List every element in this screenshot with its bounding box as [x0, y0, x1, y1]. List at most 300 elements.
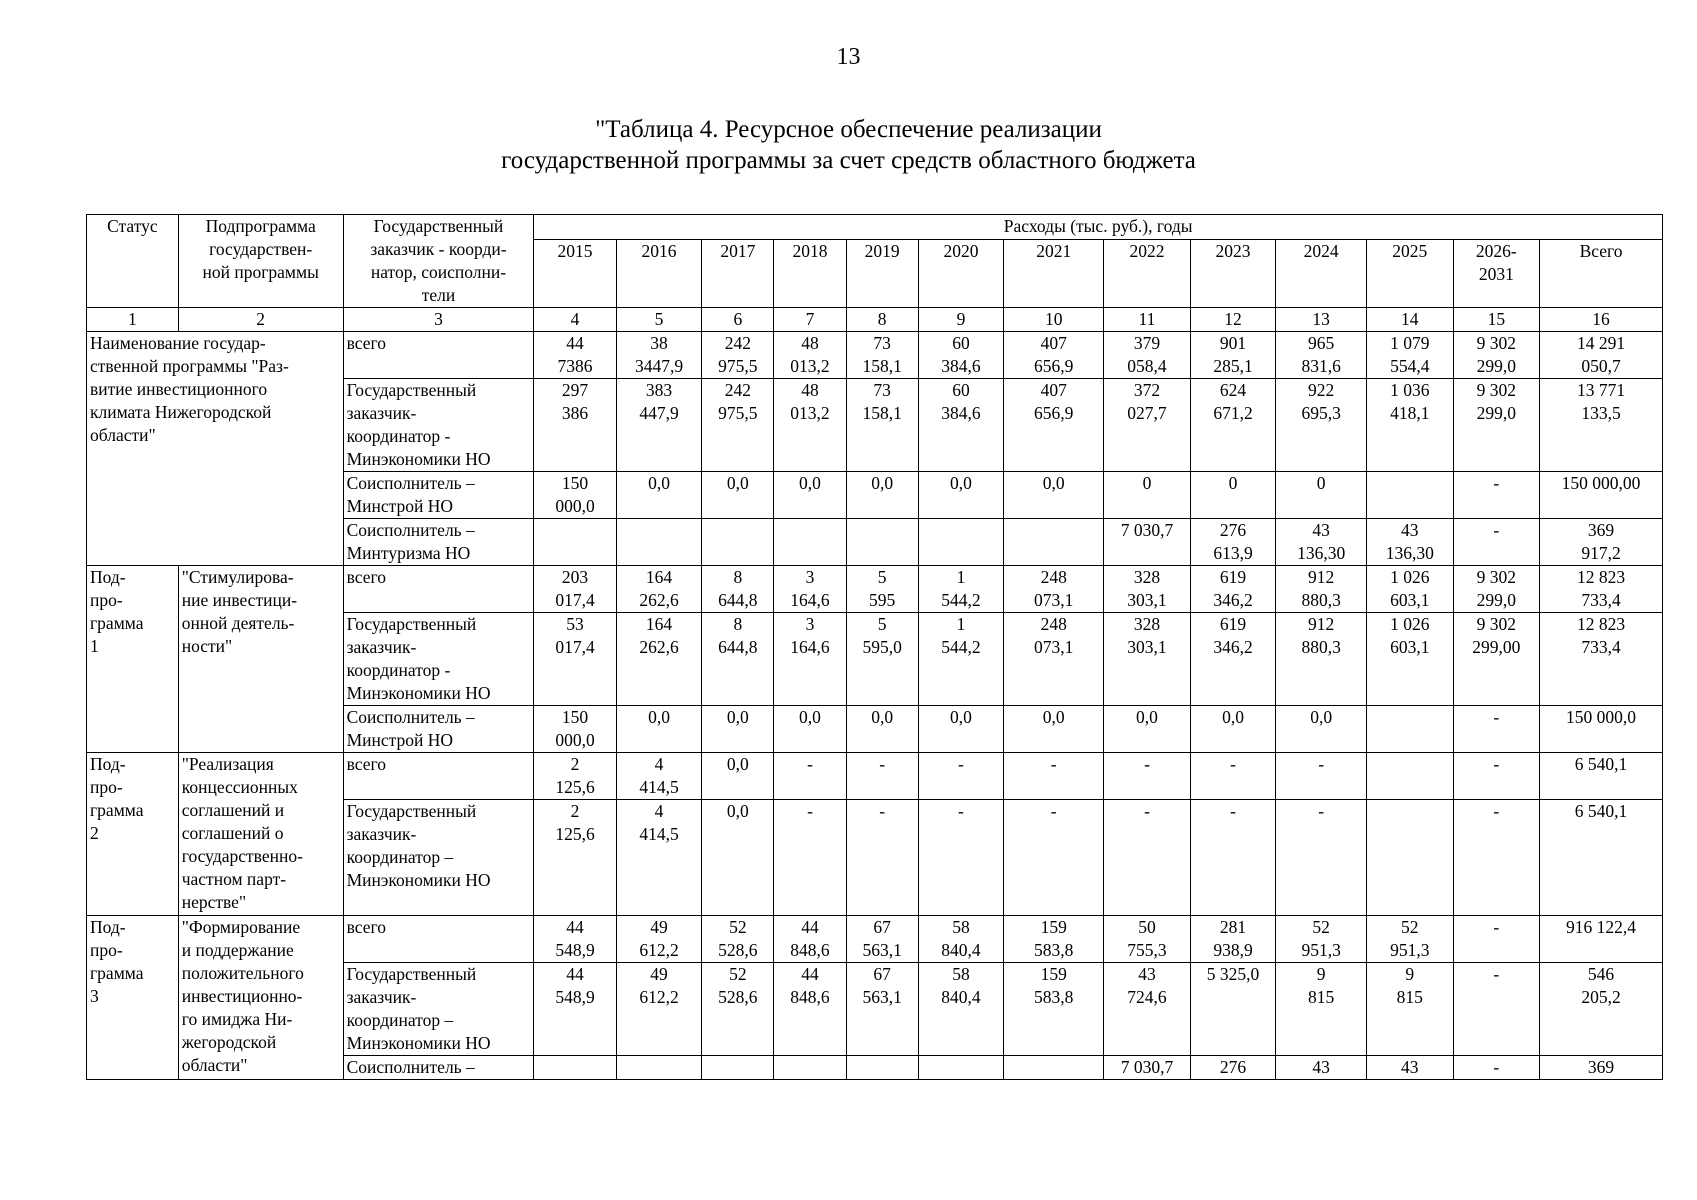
program-name — [87, 332, 344, 566]
subprograms.1.status_lines-line: грамма — [90, 800, 144, 820]
value-line: 125,6 — [555, 777, 595, 797]
value-line: 050,7 — [1581, 356, 1621, 376]
value-line: 724,6 — [1127, 987, 1167, 1007]
subprograms.0.name_lines-line: "Стимулирова- — [181, 567, 294, 587]
value-line: 544,2 — [941, 590, 981, 610]
value-cell — [534, 519, 616, 566]
value-line: 058,4 — [1127, 356, 1167, 376]
table-body — [87, 215, 1663, 1080]
value-cell — [774, 1056, 846, 1080]
value-line: 0 — [1228, 473, 1238, 493]
subprograms.2.name_lines-line: инвестиционно- — [181, 986, 303, 1006]
header-year — [1004, 239, 1104, 307]
value-cell — [1190, 800, 1276, 916]
subprograms.2.status_lines-line: Под- — [90, 917, 126, 937]
value-line: 5 — [877, 614, 887, 634]
program-row — [87, 332, 1663, 379]
value-cell — [918, 472, 1004, 519]
value-line: 656,9 — [1034, 356, 1074, 376]
executor-cell — [343, 379, 534, 472]
value-line: 9 302 — [1476, 567, 1517, 587]
header-status: Статус — [87, 215, 179, 308]
value-line: 000,0 — [555, 496, 595, 516]
value-line: Всего — [1579, 240, 1623, 261]
subprograms.1.name_lines-line: концессионных — [181, 777, 298, 797]
value-line: 975,5 — [718, 356, 758, 376]
value-cell — [1004, 519, 1104, 566]
column-number: 3 — [343, 308, 534, 332]
value-cell — [1004, 613, 1104, 706]
value-cell — [1453, 916, 1540, 963]
value-line: 9 — [1405, 964, 1415, 984]
value-line: 612,2 — [639, 987, 679, 1007]
value-line: 52 — [1312, 917, 1330, 937]
value-line: 303,1 — [1127, 590, 1167, 610]
value-cell — [774, 963, 846, 1056]
value-line: 328 — [1133, 567, 1161, 587]
value-line: 528,6 — [718, 940, 758, 960]
value-line: 136,30 — [1297, 543, 1346, 563]
value-cell — [1104, 753, 1191, 800]
value-cell — [1104, 800, 1191, 916]
program.name_lines-line: климата Нижегородской — [90, 402, 272, 422]
value-cell — [616, 613, 702, 706]
program.rows.1.executor_lines-line: Минэкономики НО — [346, 449, 491, 469]
value-line: 248 — [1040, 567, 1067, 587]
value-line: 48 — [801, 333, 819, 353]
value-cell — [1276, 963, 1367, 1056]
value-cell — [1190, 519, 1276, 566]
value-cell — [702, 963, 774, 1056]
value-line: 1 026 — [1390, 614, 1430, 634]
value-line: - — [879, 754, 886, 774]
column-number: 8 — [846, 308, 918, 332]
value-line: 548,9 — [555, 987, 595, 1007]
subprograms.0.rows.1.executor_lines-line: координатор - — [346, 660, 451, 680]
value-cell — [616, 566, 702, 613]
value-line: - — [807, 801, 813, 821]
value-line: 0,0 — [950, 707, 972, 727]
value-cell — [616, 800, 702, 916]
value-cell — [702, 613, 774, 706]
value-line: 951,3 — [1301, 940, 1341, 960]
value-line: 1 079 — [1390, 333, 1430, 353]
value-line: 9 302 — [1476, 380, 1517, 400]
value-line: 073,1 — [1034, 637, 1074, 657]
value-line: 1 036 — [1390, 380, 1430, 400]
value-line: 0,0 — [1310, 707, 1333, 727]
value-line: 150 — [561, 473, 589, 493]
value-cell — [1453, 332, 1540, 379]
value-line: 2031 — [1478, 263, 1514, 284]
value-cell — [1453, 963, 1540, 1056]
value-cell — [774, 566, 846, 613]
value-cell — [702, 519, 774, 566]
value-cell — [1190, 753, 1276, 800]
value-line: 53 — [566, 614, 584, 634]
resource-table — [86, 214, 1663, 1080]
value-cell — [1540, 916, 1663, 963]
subprograms.1.status_lines-line: 2 — [90, 823, 99, 843]
value-line: 9 — [1316, 964, 1326, 984]
value-cell — [774, 519, 846, 566]
table-title — [0, 114, 1697, 176]
subprogram-status — [87, 566, 179, 753]
value-cell — [846, 916, 918, 963]
value-line: 50 — [1138, 917, 1156, 937]
value-line: 880,3 — [1301, 590, 1341, 610]
subprogram-row — [87, 916, 1663, 963]
value-cell — [1540, 1056, 1663, 1080]
value-line: 133,5 — [1581, 403, 1621, 423]
value-cell — [1004, 379, 1104, 472]
value-cell — [846, 332, 918, 379]
value-line: 38 — [650, 333, 668, 353]
value-line: 2016 — [641, 240, 677, 261]
value-cell — [1276, 379, 1367, 472]
program.rows.2.executor_lines-line: Минстрой НО — [346, 496, 454, 516]
value-line: 43 — [1312, 520, 1330, 540]
value-line: 815 — [1396, 987, 1423, 1007]
value-cell — [1104, 916, 1191, 963]
value-line: 285,1 — [1213, 356, 1253, 376]
executor-cell — [343, 1056, 534, 1080]
value-line: 7 030,7 — [1120, 520, 1174, 540]
subprogram-status — [87, 916, 179, 1080]
value-line: 384,6 — [941, 403, 981, 423]
value-cell — [1453, 800, 1540, 916]
value-line: 346,2 — [1213, 590, 1253, 610]
header-year — [918, 239, 1004, 307]
value-cell — [1366, 519, 1453, 566]
subprograms.2.name_lines-line: жегородской — [181, 1032, 277, 1052]
value-line: 583,8 — [1034, 940, 1074, 960]
value-cell — [1453, 1056, 1540, 1080]
value-line: 0 — [1142, 473, 1152, 493]
header-year — [1190, 239, 1276, 307]
value-line: 49 — [650, 964, 668, 984]
executor-cell — [343, 916, 534, 963]
value-cell — [774, 753, 846, 800]
program.rows.2.executor_lines-line: Соисполнитель – — [346, 473, 475, 493]
header-customer — [343, 215, 534, 308]
value-line: 917,2 — [1581, 543, 1621, 563]
value-cell — [1366, 332, 1453, 379]
header-year — [774, 239, 846, 307]
value-cell — [1004, 1056, 1104, 1080]
value-line: 3447,9 — [634, 356, 684, 376]
value-cell — [534, 753, 616, 800]
value-cell — [616, 706, 702, 753]
subprograms.1.name_lines-line: соглашений и — [181, 800, 285, 820]
value-cell — [1104, 519, 1191, 566]
value-cell — [702, 566, 774, 613]
subprograms.1.name_lines-line: "Реализация — [181, 754, 274, 774]
subprograms.1.rows.1.executor_lines-line: Минэкономики НО — [346, 870, 491, 890]
value-cell — [1104, 1056, 1191, 1080]
value-line: 125,6 — [555, 824, 595, 844]
header-year — [534, 239, 616, 307]
subprogram-row — [87, 566, 1663, 613]
value-cell — [1540, 519, 1663, 566]
subprograms.1.name_lines-line: частном парт- — [181, 869, 287, 889]
value-cell — [774, 706, 846, 753]
value-line: 369 — [1587, 520, 1615, 540]
value-line: 027,7 — [1127, 403, 1167, 423]
subprograms.1.name_lines-line: нерстве" — [181, 892, 247, 912]
value-cell — [534, 332, 616, 379]
executor-cell — [343, 519, 534, 566]
value-line: 644,8 — [718, 637, 758, 657]
value-line: 2021 — [1036, 240, 1072, 261]
value-line: 379 — [1133, 333, 1161, 353]
value-cell — [1276, 519, 1367, 566]
subprograms.2.name_lines-line: и поддержание — [181, 940, 294, 960]
subprograms.2.name_lines-line: го имиджа Ни- — [181, 1009, 293, 1029]
value-line: 299,0 — [1476, 590, 1517, 610]
subprograms.1.rows.1.executor_lines-line: координатор – — [346, 847, 454, 867]
value-line: 563,1 — [862, 940, 902, 960]
value-cell — [1104, 613, 1191, 706]
value-cell — [1453, 379, 1540, 472]
subprograms.0.status_lines-line: про- — [90, 590, 123, 610]
value-line: 9 302 — [1476, 614, 1517, 634]
value-line: 12 823 — [1576, 567, 1626, 587]
value-line: - — [1318, 801, 1325, 821]
value-line: 603,1 — [1390, 590, 1430, 610]
value-line: 384,6 — [941, 356, 981, 376]
value-line: 544,2 — [941, 637, 981, 657]
value-line: 755,3 — [1127, 940, 1167, 960]
header-expenses: Расходы (тыс. руб.), годы — [534, 215, 1663, 240]
program.rows.1.executor_lines-line: Государственный — [346, 380, 477, 400]
value-line: 73 — [873, 380, 891, 400]
value-line: 60 — [952, 333, 970, 353]
header-subprogram-line: государствен- — [209, 239, 313, 259]
value-cell — [1366, 706, 1453, 753]
value-line: 595,0 — [862, 637, 902, 657]
value-line: 276 — [1219, 1057, 1247, 1077]
value-line: 414,5 — [639, 824, 679, 844]
subprograms.0.status_lines-line: 1 — [90, 636, 99, 656]
value-cell — [774, 332, 846, 379]
value-line: 965 — [1308, 333, 1335, 353]
value-line: 0,0 — [726, 801, 749, 821]
value-cell — [534, 566, 616, 613]
header-year — [1540, 239, 1663, 307]
value-line: 164,6 — [790, 590, 830, 610]
value-line: 2026- — [1475, 240, 1517, 261]
value-line: 073,1 — [1034, 590, 1074, 610]
value-cell — [918, 753, 1004, 800]
value-line: 4 — [654, 801, 664, 821]
value-line: 0,0 — [799, 707, 821, 727]
value-line: 3 — [805, 567, 815, 587]
value-line: 6 540,1 — [1574, 754, 1628, 774]
header-year — [1453, 239, 1540, 307]
value-line: 1 — [956, 567, 966, 587]
program.name_lines-line: ственной программы "Раз- — [90, 356, 289, 376]
value-line: 7 030,7 — [1120, 1057, 1174, 1077]
value-line: 67 — [873, 964, 891, 984]
value-line: 136,30 — [1385, 543, 1434, 563]
value-line: 671,2 — [1213, 403, 1253, 423]
value-line: 2019 — [864, 240, 900, 261]
executor-cell — [343, 566, 534, 613]
value-cell — [1540, 800, 1663, 916]
value-line: 733,4 — [1581, 590, 1621, 610]
executor-cell — [343, 753, 534, 800]
value-line: 0,0 — [799, 473, 821, 493]
subprograms.2.rows.1.executor_lines-line: Минэкономики НО — [346, 1033, 491, 1053]
value-cell — [1276, 916, 1367, 963]
value-line: 44 — [566, 333, 584, 353]
column-number: 4 — [534, 308, 616, 332]
subprograms.1.name_lines-line: государственно- — [181, 846, 303, 866]
value-line: 0,0 — [648, 473, 670, 493]
value-line: 916 122,4 — [1566, 917, 1637, 937]
value-cell — [1276, 332, 1367, 379]
value-line: 5 325,0 — [1206, 964, 1260, 984]
value-line: 0,0 — [1042, 707, 1065, 727]
column-number: 7 — [774, 308, 846, 332]
value-cell — [616, 753, 702, 800]
subprograms.2.status_lines-line: про- — [90, 940, 123, 960]
header-year — [1366, 239, 1453, 307]
value-cell — [1540, 332, 1663, 379]
program.rows.3.executor_lines-line: Соисполнитель – — [346, 520, 475, 540]
value-cell — [1276, 800, 1367, 916]
value-cell — [1004, 963, 1104, 1056]
value-line: 299,00 — [1472, 637, 1521, 657]
value-cell — [918, 1056, 1004, 1080]
value-cell — [1453, 519, 1540, 566]
program.rows.1.executor_lines-line: координатор - — [346, 426, 451, 446]
subprograms.2.name_lines-line: области" — [181, 1055, 248, 1075]
subprograms.0.name_lines-line: онной деятель- — [181, 613, 295, 633]
value-line: 1 — [956, 614, 966, 634]
value-cell — [846, 1056, 918, 1080]
value-line: 164 — [645, 567, 673, 587]
value-line: 624 — [1219, 380, 1247, 400]
subprograms.0.name_lines-line: ности" — [181, 636, 233, 656]
value-cell — [1453, 706, 1540, 753]
value-line: 158,1 — [862, 403, 902, 423]
subprograms.2.rows.1.executor_lines-line: Государственный — [346, 964, 477, 984]
value-cell — [1366, 1056, 1453, 1080]
value-line: 612,2 — [639, 940, 679, 960]
value-line: 2022 — [1129, 240, 1165, 261]
value-cell — [1004, 753, 1104, 800]
column-number: 16 — [1540, 308, 1663, 332]
value-line: 603,1 — [1390, 637, 1430, 657]
subprograms.0.rows.1.executor_lines-line: заказчик- — [346, 637, 417, 657]
value-line: 44 — [801, 964, 819, 984]
header-year — [846, 239, 918, 307]
value-cell — [1540, 379, 1663, 472]
value-line: - — [1493, 707, 1500, 727]
table-title-line-1: "Таблица 4. Ресурсное обеспечение реализации — [595, 116, 1102, 143]
value-cell — [702, 800, 774, 916]
value-cell — [846, 519, 918, 566]
program.rows.3.executor_lines-line: Минтуризма НО — [346, 543, 471, 563]
value-line: 554,4 — [1390, 356, 1430, 376]
value-line: 328 — [1133, 614, 1161, 634]
value-line: 8 — [733, 614, 743, 634]
subprograms.1.status_lines-line: про- — [90, 777, 123, 797]
value-line: - — [1493, 473, 1500, 493]
value-cell — [616, 472, 702, 519]
value-cell — [1366, 963, 1453, 1056]
value-cell — [918, 379, 1004, 472]
value-cell — [1190, 566, 1276, 613]
value-cell — [774, 472, 846, 519]
value-cell — [1366, 566, 1453, 613]
value-line: - — [1493, 520, 1500, 540]
column-number: 11 — [1104, 308, 1191, 332]
value-line: - — [1144, 801, 1150, 821]
value-cell — [1104, 332, 1191, 379]
header-year — [1104, 239, 1191, 307]
value-line: - — [1050, 754, 1057, 774]
value-cell — [846, 566, 918, 613]
value-line: 14 291 — [1576, 333, 1626, 353]
value-line: 017,4 — [555, 637, 595, 657]
value-cell — [1540, 753, 1663, 800]
value-line: - — [1493, 917, 1500, 937]
value-line: 73 — [873, 333, 891, 353]
value-line: 158,1 — [862, 356, 902, 376]
value-cell — [774, 800, 846, 916]
value-line: 303,1 — [1127, 637, 1167, 657]
header-subprogram — [178, 215, 343, 308]
subprograms.0.rows.1.executor_lines-line: Государственный — [346, 614, 477, 634]
executor-cell — [343, 613, 534, 706]
subprograms.0.name_lines-line: ние инвестици- — [181, 590, 298, 610]
value-line: - — [1493, 1057, 1500, 1077]
column-number: 9 — [918, 308, 1004, 332]
value-line: 815 — [1308, 987, 1335, 1007]
value-line: 546 — [1587, 964, 1615, 984]
value-line: 880,3 — [1301, 637, 1341, 657]
value-cell — [1190, 332, 1276, 379]
value-line: 242 — [724, 333, 751, 353]
value-line: 12 823 — [1576, 614, 1626, 634]
subprograms.2.rows.0.executor_lines-line: всего — [346, 917, 387, 937]
value-cell — [616, 916, 702, 963]
value-cell — [1366, 753, 1453, 800]
subprograms.1.status_lines-line: Под- — [90, 754, 126, 774]
value-line: 595 — [869, 590, 896, 610]
subprogram-name — [178, 916, 343, 1080]
header-customer-line: натор, соисполни- — [370, 262, 507, 282]
value-cell — [1540, 963, 1663, 1056]
value-cell — [918, 800, 1004, 916]
value-line: 0,0 — [871, 473, 894, 493]
value-cell — [1540, 613, 1663, 706]
value-cell — [1540, 566, 1663, 613]
value-cell — [918, 916, 1004, 963]
value-cell — [1540, 472, 1663, 519]
value-line: 548,9 — [555, 940, 595, 960]
value-line: 7386 — [557, 356, 593, 376]
value-cell — [616, 963, 702, 1056]
value-cell — [846, 472, 918, 519]
value-line: 563,1 — [862, 987, 902, 1007]
subprograms.1.rows.1.executor_lines-line: заказчик- — [346, 824, 417, 844]
executor-cell — [343, 332, 534, 379]
value-line: 938,9 — [1213, 940, 1253, 960]
